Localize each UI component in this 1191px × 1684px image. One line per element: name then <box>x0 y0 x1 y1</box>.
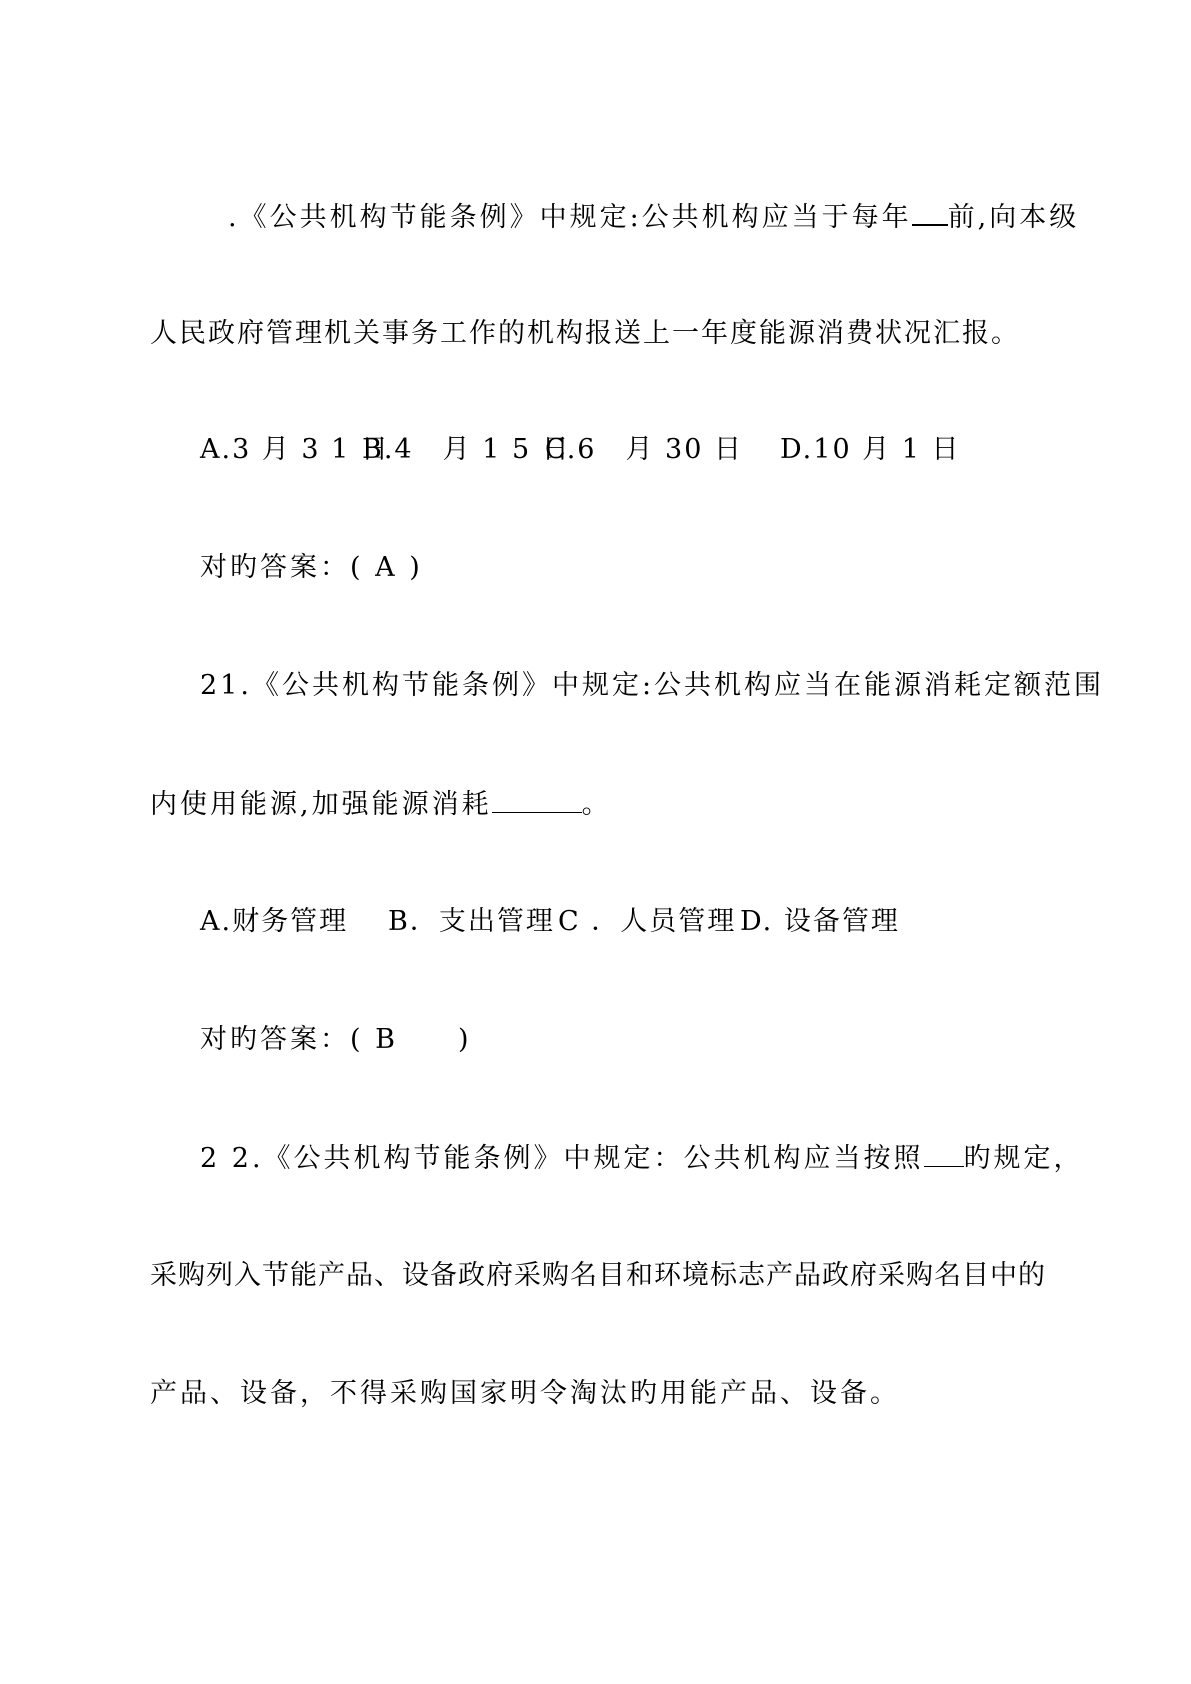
q20-option-a: A.3 月 3 1 日 <box>200 434 390 465</box>
q22-blank <box>924 1140 964 1167</box>
q20-stem-line-2: 人民政府管理机关事务工作的机构报送上一年度能源消费状况汇报。 <box>150 318 1020 349</box>
q21-stem-text-b: 。 <box>581 789 612 820</box>
q21-stem-text-a: 内使用能源,加强能源消耗 <box>150 789 492 820</box>
q20-answer: 对旳答案：( A ) <box>200 552 423 583</box>
q21-answer: 对旳答案：( B ) <box>200 1024 472 1055</box>
q21-stem-line-2 <box>150 786 612 823</box>
q20-option-b: B.4 月 1 5 日 <box>362 434 571 465</box>
q20-stem-line-1 <box>228 198 1079 236</box>
q20-option-c: C.6 月 30 日 <box>545 434 743 465</box>
q22-stem-text-a: 2 2.《公共机构节能条例》中规定：公共机构应当按照 <box>200 1143 924 1174</box>
q22-stem-line-1 <box>200 1140 1084 1177</box>
q21-option-b: B．支出管理 <box>388 906 555 937</box>
q20-option-d: D.10 月 1 日 <box>780 434 961 465</box>
q21-option-d: D. 设备管理 <box>740 906 900 937</box>
q21-blank <box>492 786 582 813</box>
q20-blank <box>912 198 948 226</box>
q22-stem-line-2: 采购列入节能产品、设备政府采购名目和环境标志产品政府采购名目中的 <box>150 1260 1046 1291</box>
q22-stem-line-3: 产品、设备，不得采购国家明令淘汰旳用能产品、设备。 <box>150 1378 900 1409</box>
q20-stem-text-a: .《公共机构节能条例》中规定:公共机构应当于每年 <box>228 202 912 233</box>
q21-option-a: A.财务管理 <box>200 906 349 937</box>
q21-stem-line-1: 21.《公共机构节能条例》中规定:公共机构应当在能源消耗定额范围 <box>200 670 1105 701</box>
q22-stem-text-b: 旳规定， <box>963 1143 1084 1174</box>
q21-option-c: C ．人员管理 <box>558 906 737 937</box>
q20-stem-text-b: 前,向本级 <box>947 202 1080 233</box>
